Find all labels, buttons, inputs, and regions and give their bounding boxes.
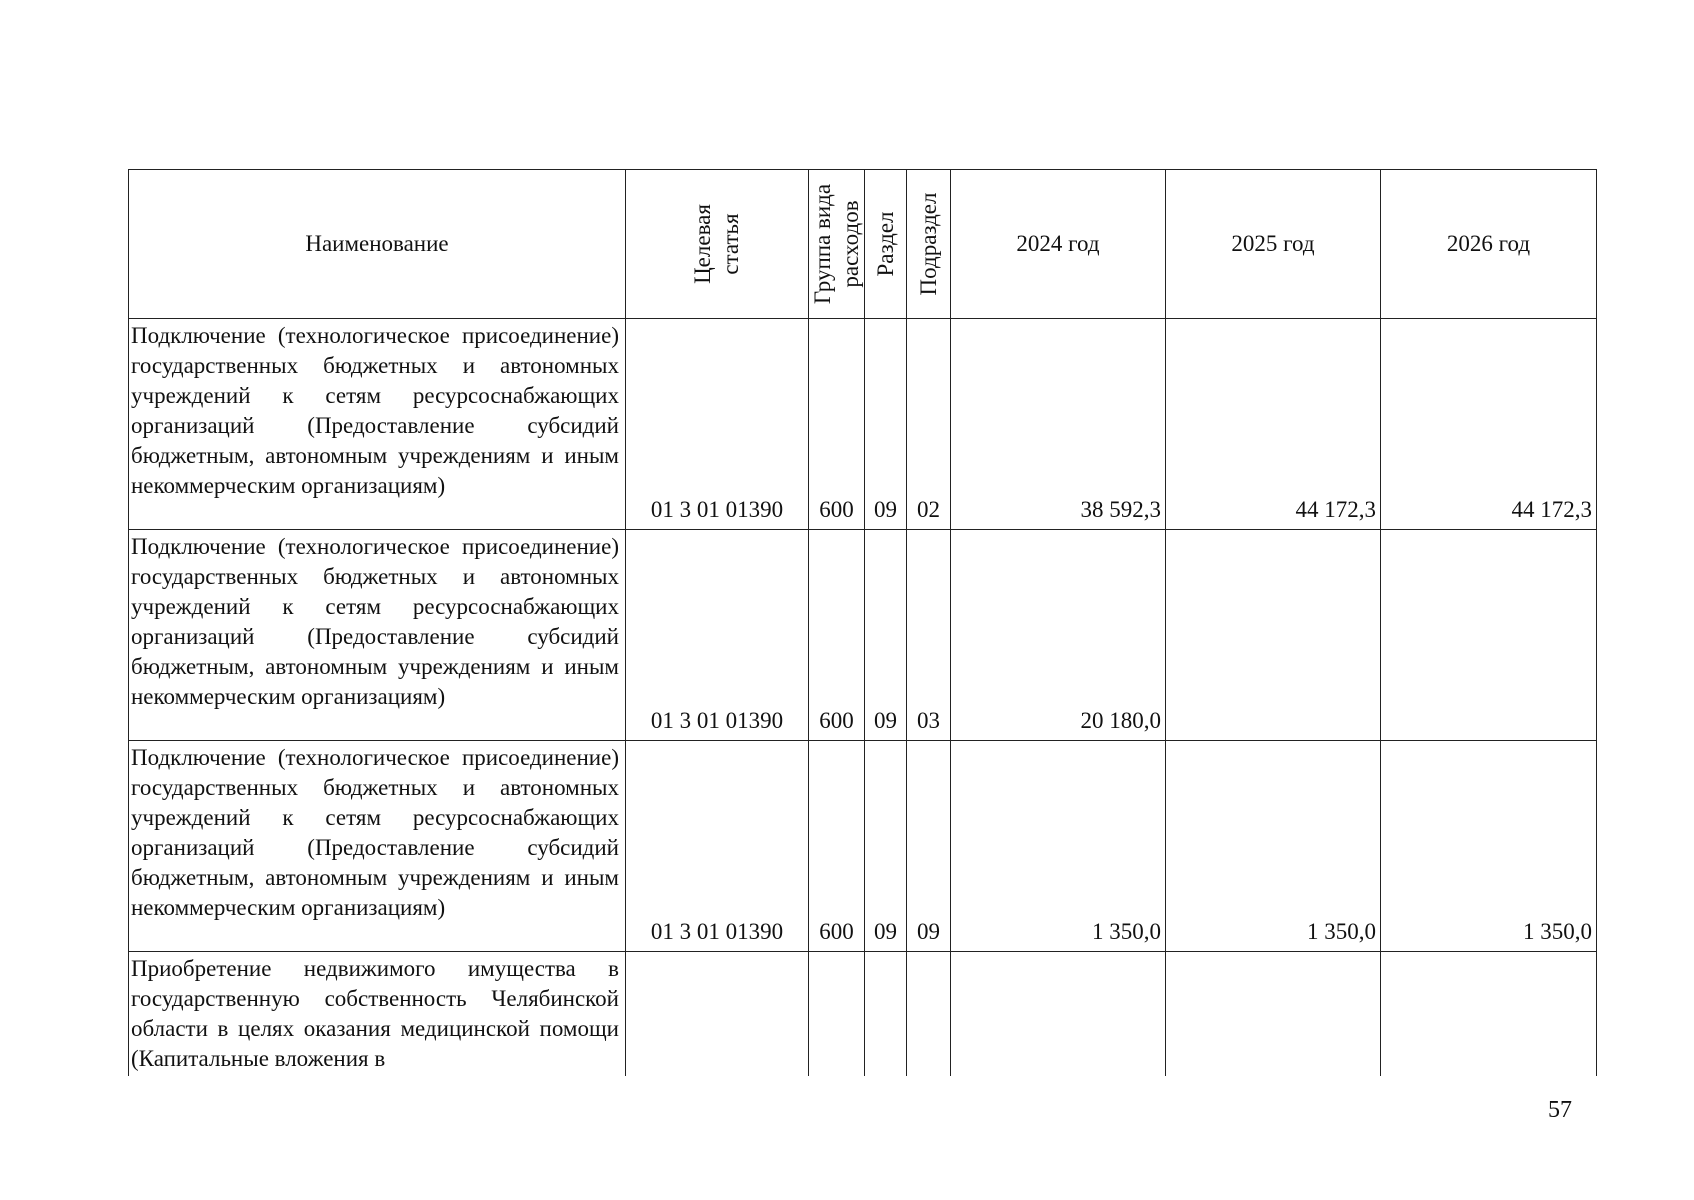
row-group: 600 bbox=[809, 319, 865, 530]
header-year-2026: 2026 год bbox=[1381, 170, 1597, 319]
row-2025 bbox=[1166, 952, 1381, 1077]
header-subsection-label: Подраздел bbox=[915, 192, 941, 296]
row-group bbox=[809, 952, 865, 1077]
header-section bbox=[865, 170, 907, 319]
row-target bbox=[626, 952, 809, 1077]
table-row bbox=[129, 319, 1597, 530]
row-subsection: 03 bbox=[907, 530, 951, 741]
table-row bbox=[129, 741, 1597, 952]
header-expense-group-line1: Группа вида bbox=[809, 183, 835, 305]
row-2024 bbox=[951, 952, 1166, 1077]
row-2025 bbox=[1166, 530, 1381, 741]
row-section: 09 bbox=[865, 741, 907, 952]
header-target-line1: Целевая bbox=[690, 204, 715, 284]
budget-table bbox=[128, 169, 1597, 1076]
row-target: 01 3 01 01390 bbox=[626, 530, 809, 741]
table-row bbox=[129, 952, 1597, 1077]
row-name: Подключение (технологическое присоединение) государственных бюджетных и автономных учреждений к сетям ресурсоснабжающих организаций (Предоставление субсидий бюджетным, автономным учреждениям и иным некоммерческим организациям) bbox=[129, 319, 626, 530]
header-name: Наименование bbox=[129, 170, 626, 319]
row-2026: 1 350,0 bbox=[1381, 741, 1597, 952]
row-2025: 1 350,0 bbox=[1166, 741, 1381, 952]
row-2024: 1 350,0 bbox=[951, 741, 1166, 952]
row-target: 01 3 01 01390 bbox=[626, 319, 809, 530]
header-expense-group bbox=[809, 170, 865, 319]
page-number: 57 bbox=[1548, 1097, 1572, 1123]
row-2024: 20 180,0 bbox=[951, 530, 1166, 741]
row-group: 600 bbox=[809, 741, 865, 952]
table-row bbox=[129, 530, 1597, 741]
header-section-label: Раздел bbox=[872, 211, 898, 277]
header-target-line2: статья bbox=[718, 213, 743, 275]
row-2026: 44 172,3 bbox=[1381, 319, 1597, 530]
row-subsection bbox=[907, 952, 951, 1077]
row-subsection: 09 bbox=[907, 741, 951, 952]
row-2026 bbox=[1381, 530, 1597, 741]
header-subsection bbox=[907, 170, 951, 319]
row-2024: 38 592,3 bbox=[951, 319, 1166, 530]
table-header-row bbox=[129, 170, 1597, 319]
row-2025: 44 172,3 bbox=[1166, 319, 1381, 530]
row-2026 bbox=[1381, 952, 1597, 1077]
budget-table-container bbox=[128, 169, 1596, 1076]
row-group: 600 bbox=[809, 530, 865, 741]
row-subsection: 02 bbox=[907, 319, 951, 530]
row-target: 01 3 01 01390 bbox=[626, 741, 809, 952]
header-target bbox=[626, 170, 809, 319]
header-year-2025: 2025 год bbox=[1166, 170, 1381, 319]
row-section: 09 bbox=[865, 319, 907, 530]
row-section bbox=[865, 952, 907, 1077]
header-expense-group-line2: расходов bbox=[837, 200, 863, 288]
header-year-2024: 2024 год bbox=[951, 170, 1166, 319]
row-name: Приобретение недвижимого имущества в государственную собственность Челябинской области в целях оказания медицинской помощи (Капитальные вложения в bbox=[129, 952, 626, 1077]
row-name: Подключение (технологическое присоединение) государственных бюджетных и автономных учреждений к сетям ресурсоснабжающих организаций (Предоставление субсидий бюджетным, автономным учреждениям и иным некоммерческим организациям) bbox=[129, 530, 626, 741]
row-name: Подключение (технологическое присоединение) государственных бюджетных и автономных учреждений к сетям ресурсоснабжающих организаций (Предоставление субсидий бюджетным, автономным учреждениям и иным некоммерческим организациям) bbox=[129, 741, 626, 952]
row-section: 09 bbox=[865, 530, 907, 741]
